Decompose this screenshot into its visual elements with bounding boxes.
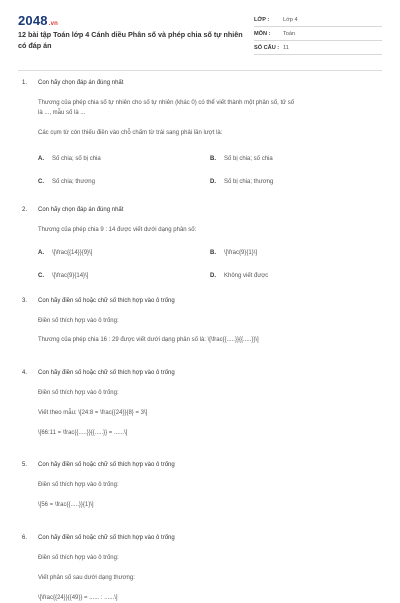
question-heading: [22, 296, 175, 306]
question-heading: [22, 460, 175, 470]
option-d[interactable]: [210, 177, 273, 187]
option-text: \[\frac{9}{1}\]: [224, 250, 258, 256]
logo-suffix: .vn: [48, 21, 59, 27]
question-line: Viết phân số sau dưới dạng thương:: [38, 575, 135, 581]
meta-label: LỚP :: [254, 16, 270, 23]
question-prompt: Con hãy chọn đáp án đúng nhất: [38, 80, 124, 86]
meta-value: Lớp 4: [283, 16, 298, 23]
option-letter: C.: [38, 179, 44, 185]
header-divider: [18, 70, 382, 71]
question-line: \[66:11 = \frac{{.....}}{{.....}} = ......\]: [38, 430, 128, 436]
question-number: 5.: [22, 462, 28, 468]
meta-row-count: [254, 41, 382, 55]
option-d[interactable]: [210, 271, 268, 281]
meta-row-subject: [254, 27, 382, 41]
option-letter: B.: [210, 250, 216, 256]
question-line: \[\frac{{24}}{{49}} = ...... : ......\]: [38, 595, 118, 601]
option-letter: C.: [38, 273, 44, 279]
option-letter: A.: [38, 250, 44, 256]
document-header: [0, 0, 400, 70]
option-text: Số chia; số bị chia: [52, 156, 101, 162]
question-line: là ..., mẫu số là ...: [38, 110, 86, 116]
option-c[interactable]: [38, 271, 88, 281]
meta-label: MÔN :: [254, 30, 271, 37]
question-prompt: Con hãy điền số hoặc chữ số thích hợp vào ô trống: [38, 535, 175, 541]
option-c[interactable]: [38, 177, 95, 187]
question-number: 6.: [22, 535, 28, 541]
question-line: Điền số thích hợp vào ô trống:: [38, 482, 119, 488]
meta-label: SỐ CÂU :: [254, 44, 280, 51]
question-number: 2.: [22, 207, 28, 213]
site-logo[interactable]: [18, 13, 58, 28]
option-letter: A.: [38, 156, 44, 162]
question-prompt: Con hãy chọn đáp án đúng nhất: [38, 207, 124, 213]
option-letter: B.: [210, 156, 216, 162]
option-text: Số bị chia; số chia: [224, 156, 273, 162]
question-prompt: Con hãy điền số hoặc chữ số thích hợp vào ô trống: [38, 462, 175, 468]
question-line: Thương của phép chia 9 : 14 được viết dưới dạng phân số:: [38, 227, 197, 233]
question-line: Viết theo mẫu: \[24:8 = \frac{{24}}{8} = 3\]: [38, 410, 148, 416]
option-letter: D.: [210, 179, 216, 185]
option-text: Số chia; thương: [52, 179, 95, 185]
question-line: Thương của phép chia số tự nhiên cho số tự nhiên (khác 0) có thể viết thành một phân số, tử số: [38, 100, 295, 106]
option-b[interactable]: [210, 154, 273, 164]
option-text: Không viết được: [224, 273, 269, 279]
meta-row-grade: [254, 13, 382, 27]
option-letter: D.: [210, 273, 216, 279]
document-title: 12 bài tập Toán lớp 4 Cánh diều Phân số và phép chia số tự nhiên có đáp án: [18, 30, 243, 50]
question-line: Điền số thích hợp vào ô trống:: [38, 555, 119, 561]
question-prompt: Con hãy điền số hoặc chữ số thích hợp vào ô trống: [38, 298, 175, 304]
question-line: Điền số thích hợp vào ô trống:: [38, 318, 119, 324]
meta-value: 11: [283, 44, 289, 51]
option-text: \[\frac{{14}}{9}\]: [52, 250, 93, 256]
question-number: 1.: [22, 80, 28, 86]
meta-value: Toán: [283, 30, 296, 37]
question-line: Điền số thích hợp vào ô trống:: [38, 390, 119, 396]
question-number: 3.: [22, 298, 28, 304]
option-a[interactable]: [38, 154, 101, 164]
question-heading: [22, 205, 123, 215]
question-line: Các cụm từ còn thiếu điền vào chỗ chấm từ trái sang phải lần lượt là:: [38, 130, 223, 136]
option-b[interactable]: [210, 248, 257, 258]
option-a[interactable]: [38, 248, 92, 258]
question-heading: [22, 368, 175, 378]
document-meta: [254, 13, 382, 55]
question-line: \[56 = \frac{{.....}}{1}\]: [38, 502, 94, 508]
option-text: \[\frac{9}{14}\]: [52, 273, 89, 279]
question-heading: [22, 533, 175, 543]
logo-text: 2048: [18, 13, 48, 28]
question-prompt: Con hãy điền số hoặc chữ số thích hợp vào ô trống: [38, 370, 175, 376]
question-number: 4.: [22, 370, 28, 376]
option-text: Số bị chia; thương: [224, 179, 274, 185]
question-heading: [22, 78, 123, 88]
question-line: Thương của phép chia 16 : 29 được viết dưới dạng phân số là: \[\frac{{.....}}{{.....}}\]: [38, 337, 259, 343]
